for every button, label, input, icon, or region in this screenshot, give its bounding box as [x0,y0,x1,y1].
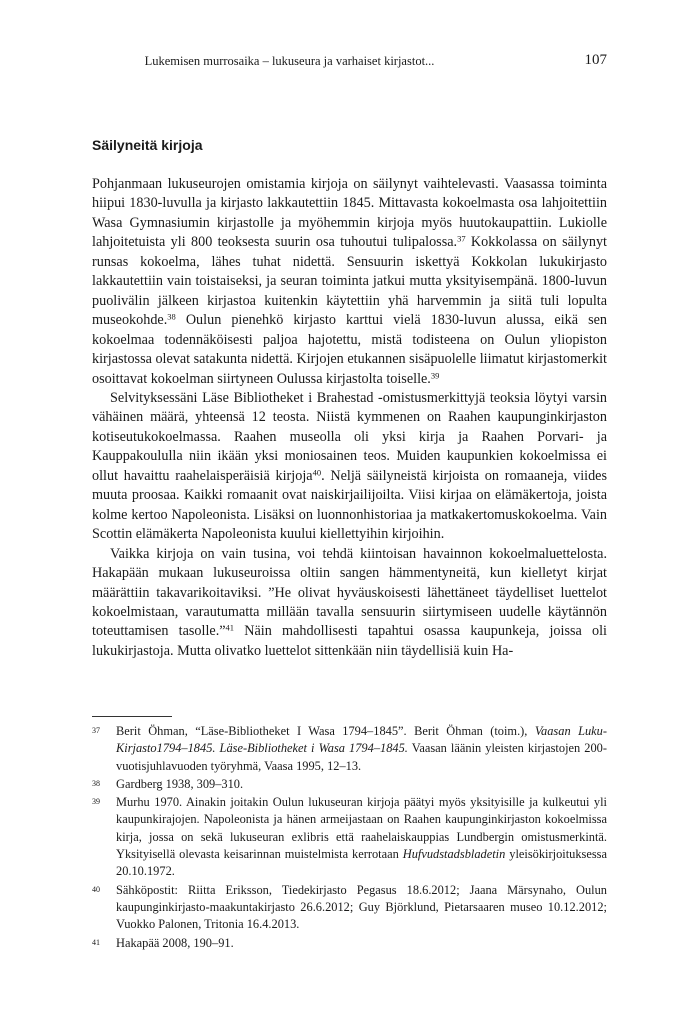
paragraph [92,545,607,662]
running-title: Lukemisen murrosaika – lukuseura ja varhaiset kirjastot... [144,54,435,68]
paragraph [92,389,607,545]
footnote-number: 41 [92,937,100,947]
body-text [92,175,607,661]
footnotes [92,723,607,952]
footnote-ref: 37 [457,233,466,244]
paragraph-text: Pohjanmaan lukuseurojen omistamia kirjoja on säilynyt vaihtelevasti. Vaasassa toiminta hiipui 1830-luvulla ja kirjasto lakkautettiin 1845. Mittavasta kokoelmasta osa lahjoitettiin Wasa Gymnasiumin kirjastolle ja myöhemmin kirjoja myös huutokaupattiin. Lukiolle lahjoitetuista yli 800 teoksesta suurin osa tuhoutui tulipalossa. [92,176,607,251]
footnote-text [116,794,607,880]
footnote [92,776,607,793]
paragraph-text: . Neljä säilyneistä kirjoista on romaaneja, viides muuta proosaa. Kaikki romaanit ovat naiskirjailijoilta. Viisi kirjaa on elämäkertoja, joista kolme kertoo Napoleonista. Lisäksi on luonnonhistoriaa ja matkakertomuskokoelma. Vain Scottin elämäkerta Napoleonista kuului kiellettyihin kirjoihin. [92,467,607,543]
paragraph-text: Näin mahdollisesti tapahtui osassa kaupunkeja, joissa oli lukukirjastoja. Mutta olivatko luettelot sittenkään niin täydellisiä kuin Ha- [92,623,607,659]
footnote [92,723,607,775]
footnote-number: 38 [92,778,100,788]
paragraph-text: Vaikka kirjoja on vain tusina, voi tehdä kiintoisan havainnon kokoelmaluettelosta. Hakapään mukaan lukuseuroissa oltiin sangen hämmentyneitä, kun kielletyt kirjat määrättiin takavarikoitaviksi. ”He olivat hyväuskoisesti lähettäneet täydelliset luettelot kokoelmistaan, varautumatta millään tavalla sensuurin siirtymiseen uudelle käytännön toteuttamisen tasolle.” [92,545,607,640]
footnote [92,935,607,952]
footnote-number: 40 [92,884,100,894]
footnote-text: Gardberg 1938, 309–310. [116,776,244,791]
footnote-text-part: Berit Öhman, “Läse-Bibliotheket I Wasa 1794–1845”. Berit Öhman (toim.), [116,724,535,738]
footnote [92,882,607,934]
footnote [92,794,607,880]
footnote-text [116,723,607,775]
footnote-number: 39 [92,797,100,807]
footnote-title: Vaasan Luku-Kirjasto1794–1845. Läse-Bibliotheket i Wasa 1794–1845. [116,724,607,756]
footnote-ref: 38 [167,311,176,322]
running-header [92,52,607,72]
section-heading: Säilyneitä kirjoja [92,137,203,153]
paragraph-text: Oulun pienehkö kirjasto karttui vielä 1830-luvun alussa, eikä sen kokoelmaa todennäköisesti paljoa hajotettu, mistä todisteena on Oulun yliopiston kirjastossa olevat satakunta nidettä. Kirjojen etukannen sisäpuolelle liimatut kirjastomerkit osoittavat kokoelman siirtyneen Oulussa kirjastolta toiselle. [92,312,607,387]
footnote-ref: 39 [430,369,440,380]
paragraph-text: Kokkolassa on säilynyt runsas kokoelma, lähes tuhat nidettä. Sensuurin iskettyä Kokkolan lukukirjasto lakkautettiin vain toistaiseksi, ja seuran toiminta jatkui mutta yksityisempänä. 1800-luvun puolivälin jälkeen kirjastoa kuitenkin käytettiin yhä harvemmin ja siitä tuli lopulta museokohde. [92,234,607,329]
paragraph-text: Selvityksessäni Läse Bibliotheket i Brahestad -omistusmerkittyjä teoksia löytyi varsin vähäinen määrä, yhteensä 12 teosta. Niistä kymmenen on Raahen kaupunginkirjaston kotiseutukokoelmassa. Raahen museolla oli yksi kirja ja Raahen Porvari- ja Kauppakoululla niin ikään yksi moniosainen teos. Muiden kaupunkien kokoelmissa ei ollut havaittu raahelaisperäisiä kirjoja [92,389,607,484]
footnote-title: Hufvudstadsbladetin [402,847,506,862]
page-number: 107 [584,52,607,68]
footnote-ref: 40 [312,467,322,478]
footnote-text-part: Murhu 1970. Ainakin joitakin Oulun lukuseuran kirjoja päätyi myös yksityisille ja kulkeutui yli kaupunkirajojen. Napoleonista ja hänen armeijastaan on Raahen kaupunginkirjaston kokoelmissa kirja, jossa on sekä lukuseuran exlibris että raahelaiskauppias Lundbergin omistusmerkintä. Yksityisellä olevasta keisarinnan muistelmista kerrotaan [116,795,607,862]
footnote-text-part: Vaasan läänin yleisten kirjastojen 200-vuotisjuhlavuoden työryhmä, Vaasa 1995, 12–13. [116,741,608,773]
footnote-divider [92,716,172,717]
footnote-text: Hakapää 2008, 190–91. [116,935,234,950]
paragraph [92,175,607,389]
footnote-ref: 41 [225,622,235,633]
footnote-text-part: yleisökirjoituksessa 20.10.1972. [116,847,607,879]
footnote-text: Sähköpostit: Riitta Eriksson, Tiedekirjasto Pegasus 18.6.2012; Jaana Märsynaho, Oulun kaupunginkirjasto-maakuntakirjasto 26.6.2012; Guy Björklund, Pietarsaaren museo 10.12.2012; Vuokko Palonen, Tritonia 16.4.2013. [116,882,607,932]
footnote-number: 37 [92,726,100,735]
